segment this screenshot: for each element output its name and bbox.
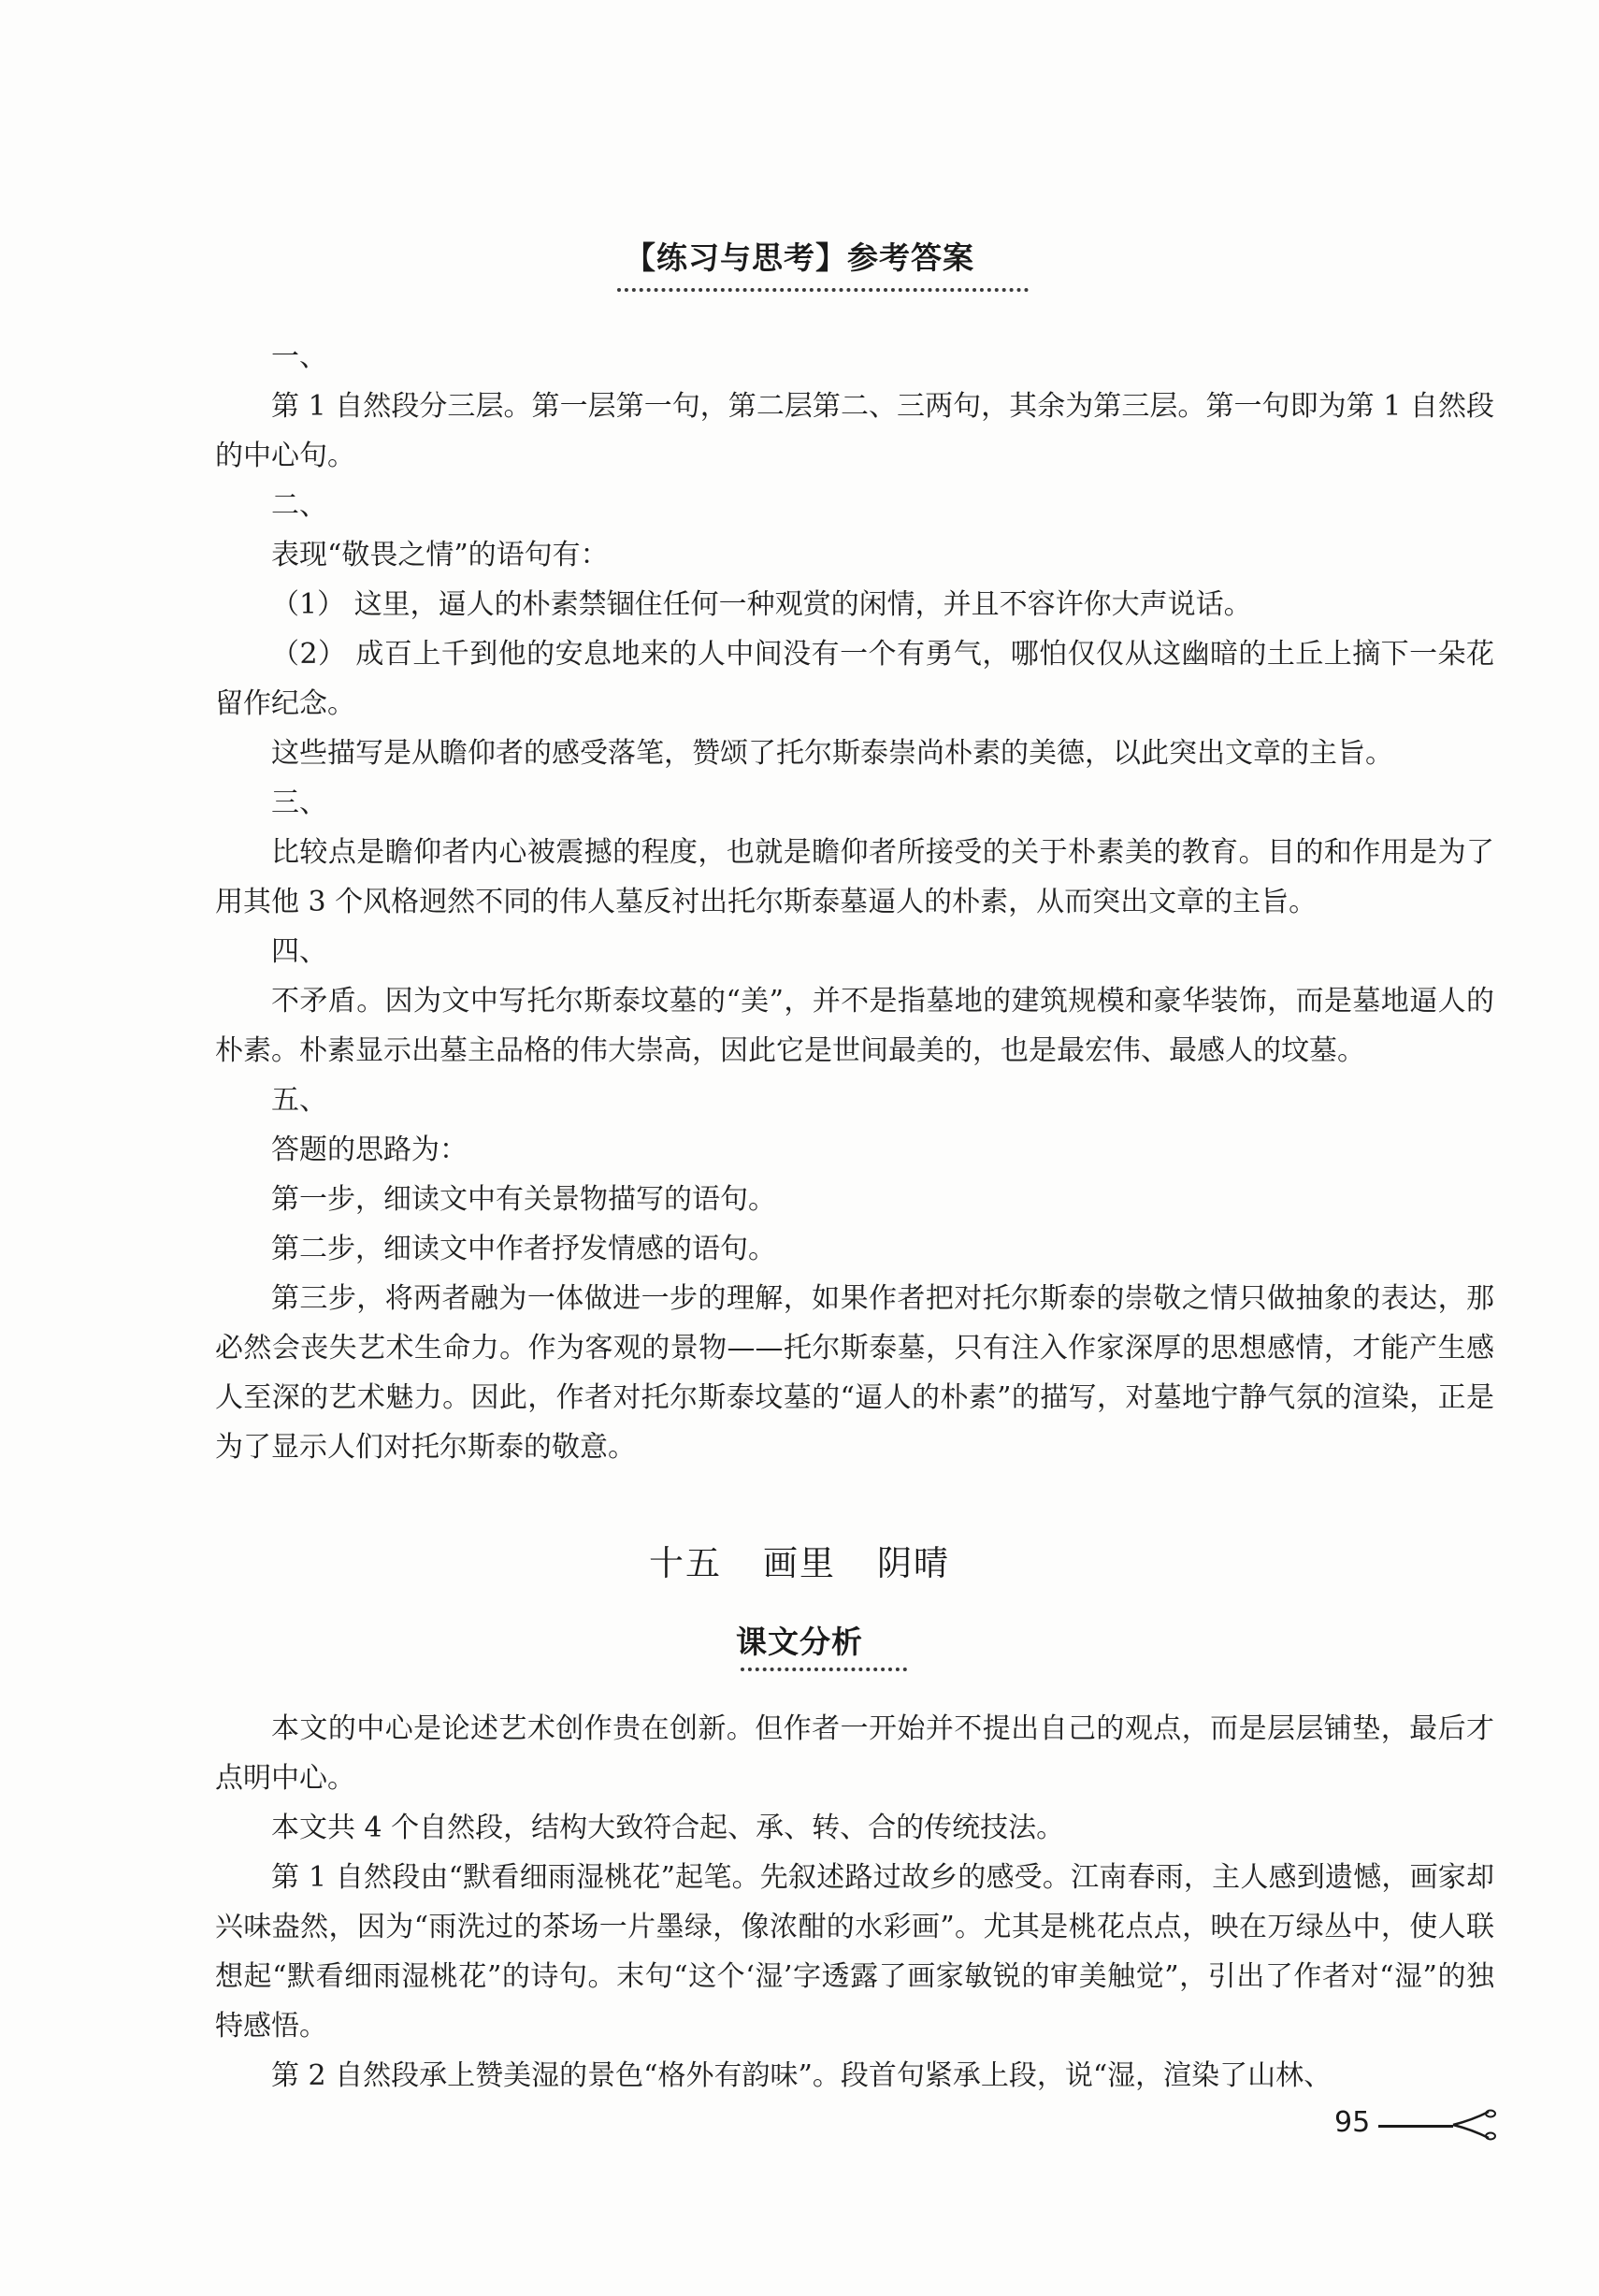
analysis-paragraph: 第 1 自然段由“默看细雨湿桃花”起笔。先叙述路过故乡的感受。江南春雨，主人感到遗憾，画家却兴味盎然，因为“雨洗过的茶场一片墨绿，像浓酣的水彩画”。尤其是桃花点点，映在万绿丛中，使人联想起“默看细雨湿桃花”的诗句。末句“这个‘湿’字透露了画家敏锐的审美触觉”，引出了作者对“湿”的独特感悟。 [215, 1861, 1494, 2043]
answer-line: 二、 [271, 489, 327, 522]
analysis-section-title: 课文分析 [736, 1624, 863, 1660]
answer-line: 第一步，细读文中有关景物描写的语句。 [271, 1183, 776, 1216]
analysis-body [215, 1704, 1494, 2101]
lesson-number: 十五 [649, 1543, 722, 1583]
answer-paragraph: （2） 成百上千到他的安息地来的人中间没有一个有勇气，哪怕仅仅从这幽暗的土丘上摘下一朵花留作纪念。 [215, 638, 1494, 720]
answer-line: 答题的思路为： [271, 1134, 468, 1166]
lesson-title-part: 画里 [763, 1543, 836, 1583]
answer-paragraph: 第三步，将两者融为一体做进一步的理解，如果作者把对托尔斯泰的崇敬之情只做抽象的表达，那必然会丧失艺术生命力。作为客观的景物——托尔斯泰墓，只有注入作家深厚的思想感情，才能产生感人至深的艺术魅力。因此，作者对托尔斯泰坟墓的“逼人的朴素”的描写，对墓地宁静气氛的渲染，正是为了显示人们对托尔斯泰的敬意。 [215, 1282, 1494, 1464]
page-number: 95 [1334, 2106, 1371, 2139]
lesson-title-part: 阴晴 [877, 1543, 950, 1583]
answer-line: 第二步，细读文中作者抒发情感的语句。 [271, 1233, 776, 1265]
answer-paragraph: 比较点是瞻仰者内心被震撼的程度，也就是瞻仰者所接受的关于朴素美的教育。目的和作用是为了用其他 3 个风格迥然不同的伟人墓反衬出托尔斯泰墓逼人的朴素，从而突出文章的主旨。 [215, 836, 1494, 918]
answer-line: 四、 [271, 935, 327, 968]
answers-title-underline [617, 288, 1029, 292]
analysis-paragraph: 本文共 4 个自然段，结构大致符合起、承、转、合的传统技法。 [271, 1812, 1065, 1844]
answers-body [215, 332, 1494, 1472]
answer-paragraph: 不矛盾。因为文中写托尔斯泰坟墓的“美”，并不是指墓地的建筑规模和豪华装饰，而是墓地逼人的朴素。朴素显示出墓主品格的伟大崇高，因此它是世间最美的，也是最宏伟、最感人的坟墓。 [215, 985, 1494, 1067]
answer-paragraph: 这些描写是从瞻仰者的感受落笔，赞颂了托尔斯泰崇尚朴素的美德，以此突出文章的主旨。 [271, 737, 1393, 770]
analysis-paragraph: 第 2 自然段承上赞美湿的景色“格外有韵味”。段首句紧承上段，说“湿，渲染了山林、 [271, 2059, 1332, 2092]
scissors-icon [1451, 2109, 1496, 2141]
answers-section-title: 【练习与思考】参考答案 [625, 239, 974, 276]
answer-line: 三、 [271, 787, 327, 819]
analysis-paragraph: 本文的中心是论述艺术创作贵在创新。但作者一开始并不提出自己的观点，而是层层铺垫，最后才点明中心。 [215, 1712, 1494, 1795]
answer-line: 五、 [271, 1084, 327, 1117]
analysis-title-underline [741, 1668, 907, 1671]
lesson-title [0, 1535, 1599, 1585]
answer-line: 一、 [271, 340, 327, 373]
footer-rule [1378, 2125, 1453, 2128]
answer-line: （1） 这里，逼人的朴素禁锢住任何一种观赏的闲情，并且不容许你大声说话。 [271, 588, 1252, 621]
answer-paragraph: 第 1 自然段分三层。第一层第一句，第二层第二、三两句，其余为第三层。第一句即为第 1 自然段的中心句。 [215, 390, 1494, 472]
answer-line: 表现“敬畏之情”的语句有： [271, 539, 609, 571]
